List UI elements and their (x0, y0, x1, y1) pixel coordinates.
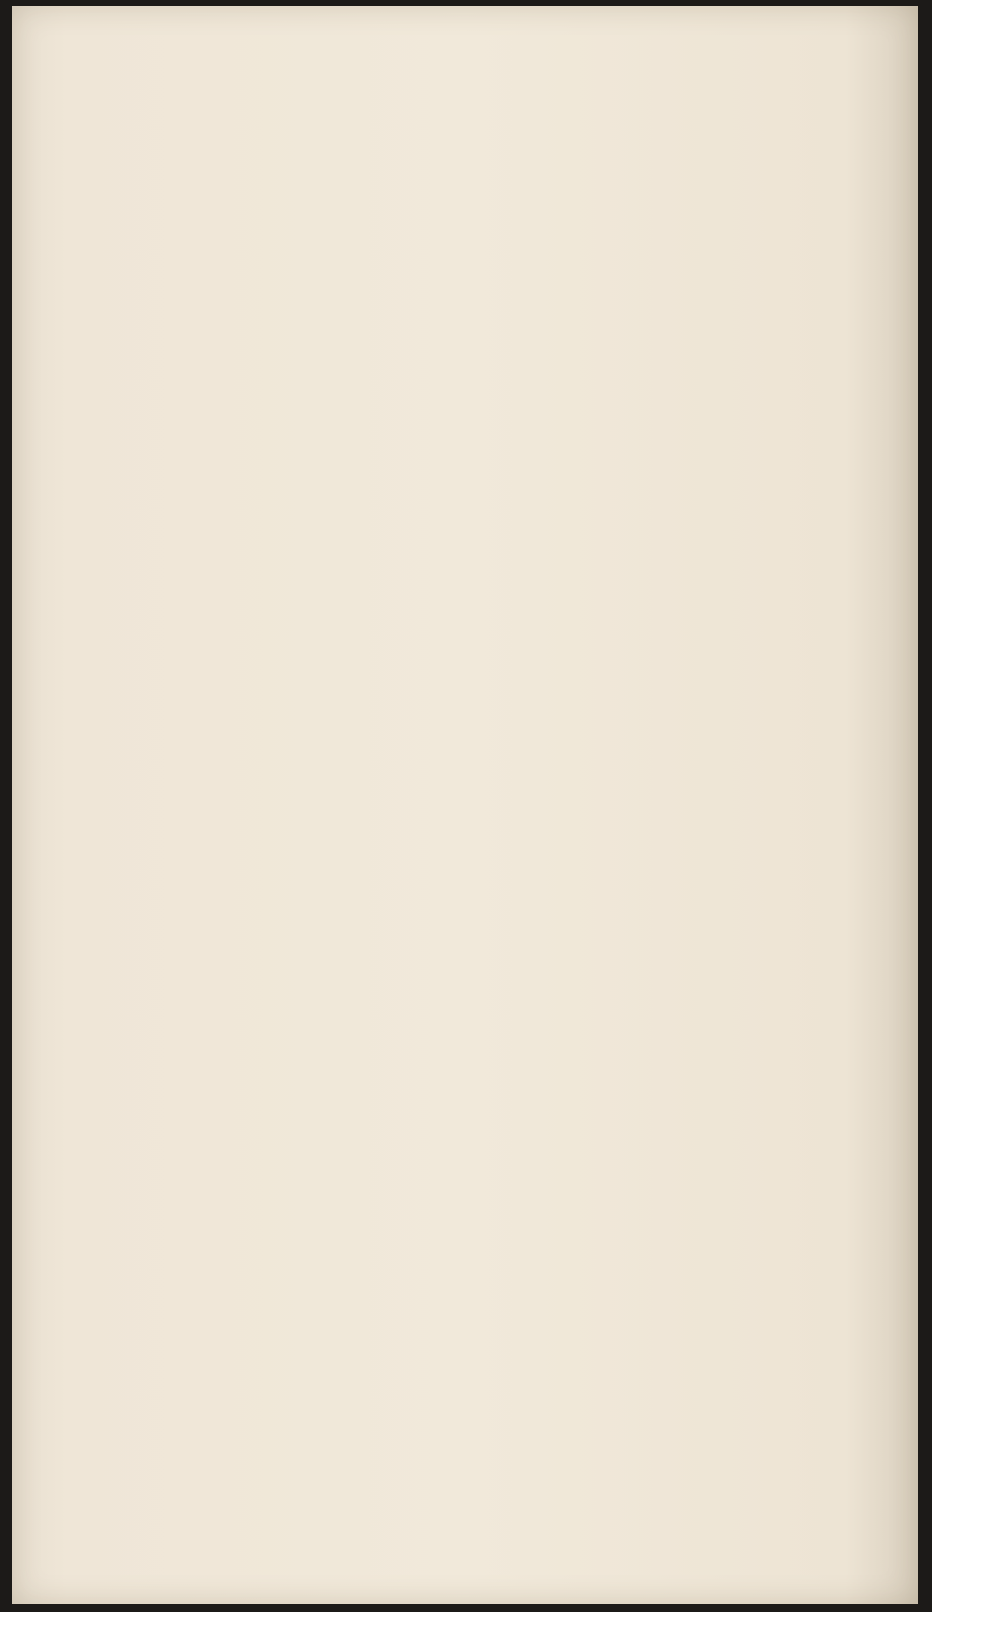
running-head (40, 104, 710, 154)
lemma-heading (40, 214, 710, 262)
text-line (40, 184, 710, 214)
text-line (40, 448, 710, 478)
text-line (40, 508, 710, 538)
lemma-heading (40, 262, 710, 310)
lemma-heading (40, 538, 710, 586)
text-line (40, 928, 710, 958)
digitization-footer (0, 1612, 1000, 1627)
text-line (40, 772, 710, 802)
lemma-heading (40, 400, 710, 448)
lemma-heading (40, 1018, 710, 1066)
book-page (12, 6, 918, 1604)
text-line (40, 154, 710, 184)
lemma-heading (40, 586, 710, 634)
lemma-heading (40, 880, 710, 928)
page-text-lines (40, 154, 710, 1114)
text-line (40, 742, 710, 772)
text-line (40, 802, 710, 832)
text-line (40, 340, 710, 370)
text-block (40, 104, 710, 1114)
text-line (40, 958, 710, 988)
text-line (40, 310, 710, 340)
footer-credit (977, 1613, 983, 1625)
text-line (40, 478, 710, 508)
text-line (40, 988, 710, 1018)
text-line (40, 634, 710, 664)
text-line (40, 370, 710, 400)
lemma-heading (40, 1066, 710, 1114)
lemma-heading (40, 694, 710, 742)
text-line (40, 664, 710, 694)
lemma-heading (40, 832, 710, 880)
